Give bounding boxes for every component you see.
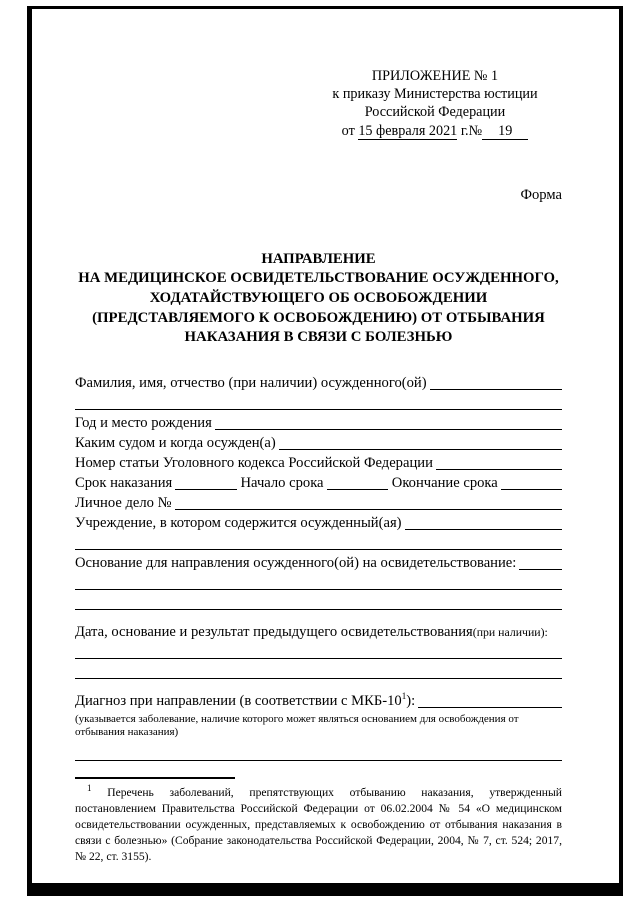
scan-border-frame [27, 6, 623, 896]
blank-line-basis-continuation-2 [75, 593, 562, 613]
blank-line-fio-continuation [75, 393, 562, 413]
blank-line-previous-exam-1 [75, 642, 562, 662]
blank-line-article [436, 453, 562, 473]
footnote-text: Перечень заболеваний, препятствующих отбыванию наказания, утвержденный постановлением Правительства Российской Федерации от 06.02.2004 № 54 «О медицинском освидетельствовании осужденных, представляемых к освобождению от отбывания наказания в связи с болезнью» (Собрание законодательства Российской Федерации, 2004, № 7, ст. 524; 2017, № 22, ст. 3155). [75, 785, 562, 863]
document-content [32, 9, 619, 883]
footnote-separator-rule [75, 777, 235, 779]
field-row-term [75, 473, 562, 493]
appendix-header [314, 67, 556, 140]
order-date-suffix: г.№ [457, 122, 483, 139]
field-label-article: Номер статьи Уголовного кодекса Российской Федерации [75, 454, 433, 471]
field-label-previous-exam-note: (при наличии): [472, 624, 548, 639]
order-number-value: 19 [482, 123, 528, 140]
field-label-court: Каким судом и когда осужден(а) [75, 434, 276, 451]
blank-line-fio [430, 373, 562, 393]
field-row-basis [75, 553, 562, 573]
title-line-5: НАКАЗАНИЯ В СВЯЗИ С БОЛЕЗНЬЮ [184, 329, 453, 346]
blank-line-term [175, 473, 236, 493]
title-line-3: ХОДАТАЙСТВУЮЩЕГО ОБ ОСВОБОЖДЕНИИ [149, 289, 488, 306]
order-date-line [314, 122, 556, 140]
title-line-4: (ПРЕДСТАВЛЯЕМОГО К ОСВОБОЖДЕНИЮ) ОТ ОТБЫВАНИЯ [92, 309, 545, 326]
blank-line-institution [405, 513, 562, 533]
order-date-value: 15 февраля 2021 [358, 122, 458, 139]
field-row-article [75, 453, 562, 473]
diagnosis-explanatory-note: (указывается заболевание, наличие которого может являться основанием для освобождения от отбывания наказания) [75, 712, 519, 738]
field-label-basis: Основание для направления осужденного(ой) на освидетельствование: [75, 554, 517, 571]
blank-line-birth [215, 413, 562, 433]
order-reference-line-2: Российской Федерации [364, 104, 506, 121]
blank-line-term-start [327, 473, 388, 493]
footnote-reference-mark: 1 [401, 690, 407, 701]
field-row-personal-file [75, 493, 562, 513]
blank-line-institution-continuation [75, 533, 562, 553]
blank-line-term-end [501, 473, 562, 493]
footnote-marker: 1 [87, 782, 92, 793]
field-row-court [75, 433, 562, 453]
blank-line-diagnosis [418, 691, 562, 711]
field-row-diagnosis [75, 691, 562, 711]
blank-line-personal-file [175, 493, 562, 513]
order-date-prefix: от [341, 122, 359, 139]
form-type-label: Форма [520, 186, 562, 203]
field-label-term: Срок наказания [75, 474, 173, 491]
diagnosis-label-text: Диагноз при направлении (в соответствии с МКБ-10 [75, 692, 402, 709]
document-title [75, 250, 562, 348]
form-body [75, 373, 562, 764]
title-line-1: НАПРАВЛЕНИЕ [261, 250, 376, 267]
field-label-previous-exam: Дата, основание и результат предыдущего освидетельствования [75, 623, 473, 640]
blank-line-previous-exam-2 [75, 662, 562, 682]
blank-line-basis [519, 553, 562, 573]
diagnosis-label-colon: ): [406, 692, 416, 709]
footnote [75, 782, 562, 865]
field-row-previous-exam [75, 622, 562, 642]
field-label-term-start: Начало срока [240, 474, 324, 491]
field-label-institution: Учреждение, в котором содержится осужденный(ая) [75, 514, 402, 531]
order-reference-line-1: к приказу Министерства юстиции [332, 86, 538, 103]
field-label-fio: Фамилия, имя, отчество (при наличии) осужденного(ой) [75, 374, 427, 391]
field-row-fio [75, 373, 562, 393]
title-line-2: НА МЕДИЦИНСКОЕ ОСВИДЕТЕЛЬСТВОВАНИЕ ОСУЖДЕННОГО, [78, 270, 559, 287]
field-label-birth: Год и место рождения [75, 414, 212, 431]
field-label-personal-file: Личное дело № [75, 494, 172, 511]
blank-line-basis-continuation-1 [75, 573, 562, 593]
appendix-number: ПРИЛОЖЕНИЕ № 1 [371, 68, 499, 84]
field-row-institution [75, 513, 562, 533]
blank-line-diagnosis-continuation [75, 744, 562, 764]
field-label-diagnosis [75, 691, 415, 711]
field-label-term-end: Окончание срока [391, 474, 498, 491]
field-row-birth [75, 413, 562, 433]
blank-line-court [279, 433, 562, 453]
